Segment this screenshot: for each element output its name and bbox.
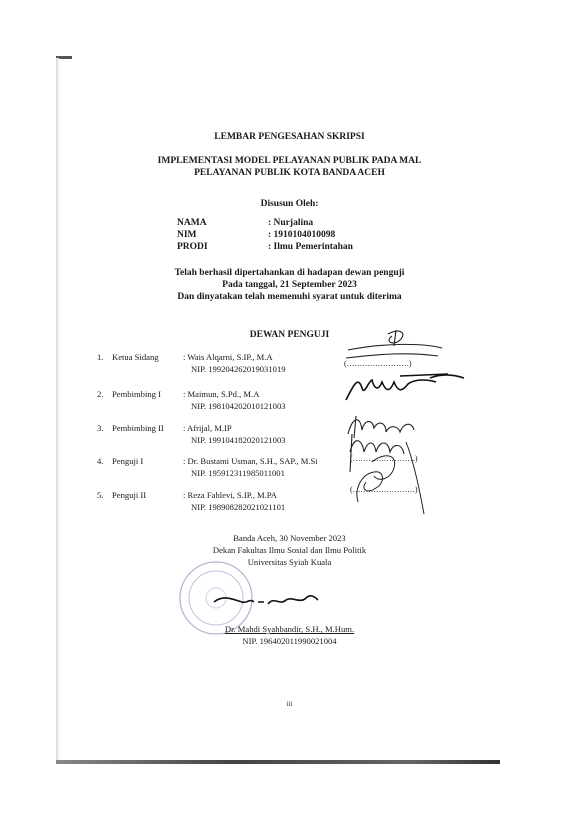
- examiner-number: 4.: [97, 456, 104, 466]
- board-title: DEWAN PENGUJI: [249, 330, 330, 340]
- examiner-nip: NIP. 198104202010121003: [191, 401, 286, 411]
- examiner-role: Pembimbing I: [112, 389, 161, 399]
- statement-line-2: Pada tanggal, 21 September 2023: [222, 280, 357, 290]
- examiner-name: : Reza Fahlevi, S.IP., M.PA: [183, 490, 277, 500]
- dean-nip: NIP. 196402011990021004: [242, 636, 337, 646]
- examiner-name: : Maimun, S.Pd., M.A: [183, 389, 260, 399]
- identity-label: NAMA: [177, 218, 207, 228]
- examiner-number: 1.: [97, 352, 104, 362]
- page-title: LEMBAR PENGESAHAN SKRIPSI: [214, 132, 365, 142]
- dean-signature-icon: [210, 588, 320, 614]
- page-number: iii: [286, 700, 293, 708]
- examiner-nip: NIP. 199204262019031019: [191, 364, 286, 374]
- examiner-number: 3.: [97, 423, 104, 433]
- dean-name-text: Dr. Mahdi Syahbandir, S.H., M.Hum.: [224, 624, 355, 634]
- examiner-nip: NIP. 198908282021021101: [191, 502, 286, 512]
- signature-4-icon: [344, 432, 434, 516]
- examiner-nip: NIP. 195912311985011001: [191, 468, 285, 478]
- examiner-role: Penguji I: [112, 456, 144, 466]
- examiner-role: Ketua Sidang: [112, 352, 159, 362]
- thesis-title-line-1: IMPLEMENTASI MODEL PELAYANAN PUBLIK PADA MAL: [157, 156, 422, 166]
- examiner-number: 5.: [97, 490, 104, 500]
- thesis-title-line-2: PELAYANAN PUBLIK KOTA BANDA ACEH: [194, 168, 385, 178]
- examiner-nip: NIP. 199104182020121003: [191, 435, 286, 445]
- examiner-name: : Afrijal, M.IP: [183, 423, 232, 433]
- examiner-name: : Wais Alqarni, S.IP., M.A: [183, 352, 273, 362]
- dean-name: [0, 624, 579, 634]
- signature-1-icon: [338, 326, 448, 376]
- identity-value: : Nurjalina: [268, 218, 314, 228]
- scan-bottom-edge: [56, 760, 500, 764]
- signature-dots: (……………………): [350, 485, 418, 494]
- signature-dots: (……………………): [344, 359, 412, 368]
- examiner-number: 2.: [97, 389, 104, 399]
- prepared-by: Disusun Oleh:: [260, 199, 319, 209]
- statement-line-1: Telah berhasil dipertahankan di hadapan dewan penguji: [174, 268, 405, 278]
- signature-dots: (……………………): [350, 454, 418, 463]
- identity-label: NIM: [177, 230, 197, 240]
- identity-label: PRODI: [177, 242, 208, 252]
- statement-line-3: Dan dinyatakan telah memenuhi syarat untuk diterima: [177, 292, 402, 302]
- examiner-name: : Dr. Bustami Usman, S.H., SAP., M.Si: [183, 456, 318, 466]
- dean-title-line-1: Dekan Fakultas Ilmu Sosial dan Ilmu Politik: [212, 545, 367, 555]
- place-date: Banda Aceh, 30 November 2023: [233, 533, 346, 543]
- identity-value: : 1910104010098: [268, 230, 336, 240]
- signature-2-icon: [340, 370, 470, 404]
- identity-value: : Ilmu Pemerintahan: [268, 242, 353, 252]
- examiner-role: Penguji II: [112, 490, 147, 500]
- dean-title-line-2: Universitas Syiah Kuala: [247, 557, 332, 567]
- examiner-role: Pembimbing II: [112, 423, 164, 433]
